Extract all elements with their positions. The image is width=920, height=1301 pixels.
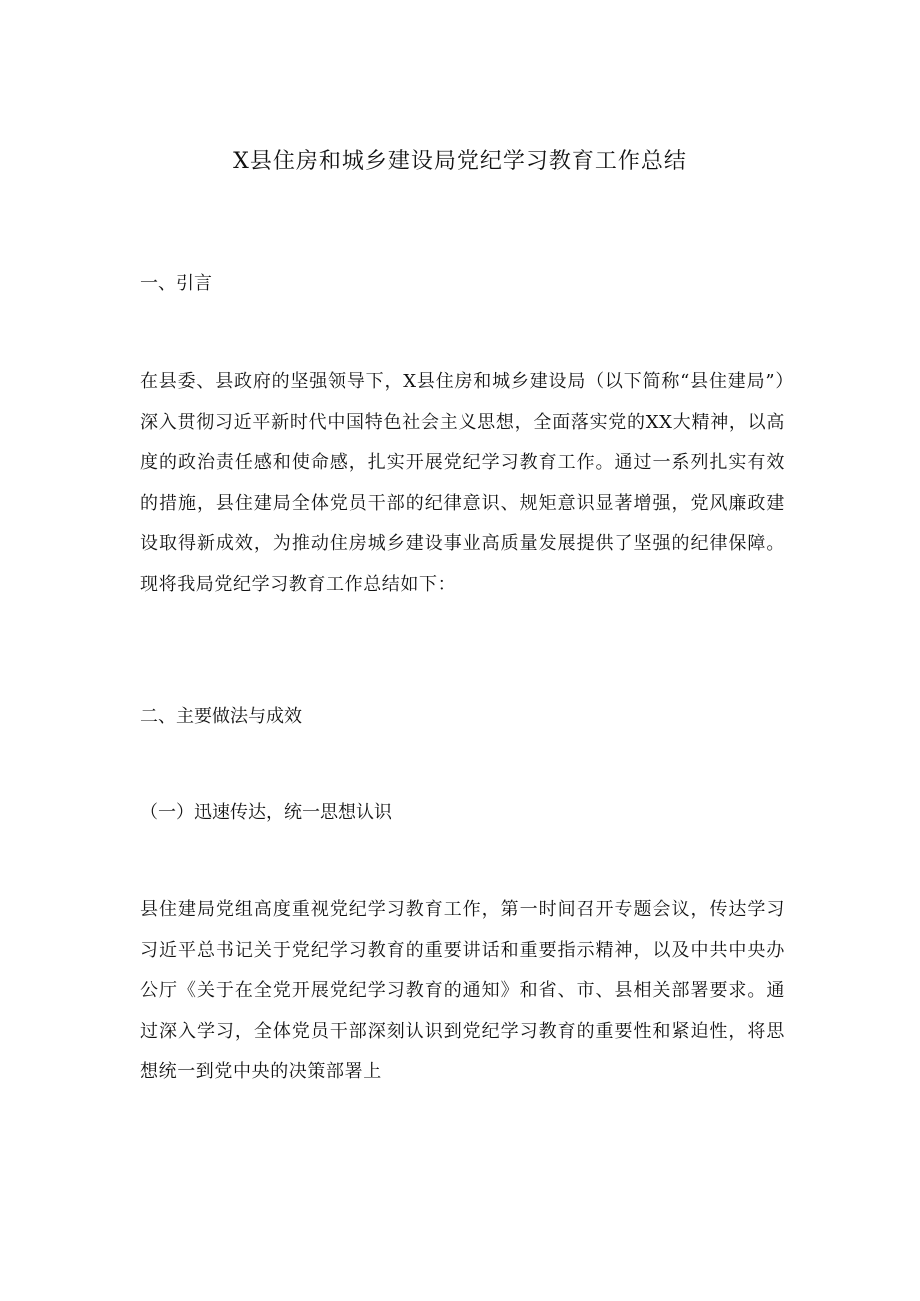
sub-paragraph-1: 县住建局党组高度重视党纪学习教育工作，第一时间召开专题会议，传达学习习近平总书记关于党纪学习教育的重要讲话和重要指示精神，以及中共中央办公厅《关于在全党开展党纪学习教育的通知》和省、市、县相关部署要求。通过深入学习，全体党员干部深刻认识到党纪学习教育的重要性和紧迫性，将思想统一到党中央的决策部署上	[140, 899, 785, 1082]
document-title: X县住房和城乡建设局党纪学习教育工作总结	[233, 149, 687, 174]
section-heading-intro: 一、引言	[140, 273, 212, 294]
intro-paragraph: 在县委、县政府的坚强领导下，X县住房和城乡建设局（以下简称“县住建局”）深入贯彻习近平新时代中国特色社会主义思想，全面落实党的XX大精神，以高度的政治责任感和使命感，扎实开展党纪学习教育工作。通过一系列扎实有效的措施，县住建局全体党员干部的纪律意识、规矩意识显著增强，党风廉政建设取得新成效，为推动住房城乡建设事业高质量发展提供了坚强的纪律保障。现将我局党纪学习教育工作总结如下：	[140, 371, 785, 595]
section-heading-main: 二、主要做法与成效	[140, 706, 302, 727]
sub-heading-1: （一）迅速传达，统一思想认识	[140, 802, 392, 823]
